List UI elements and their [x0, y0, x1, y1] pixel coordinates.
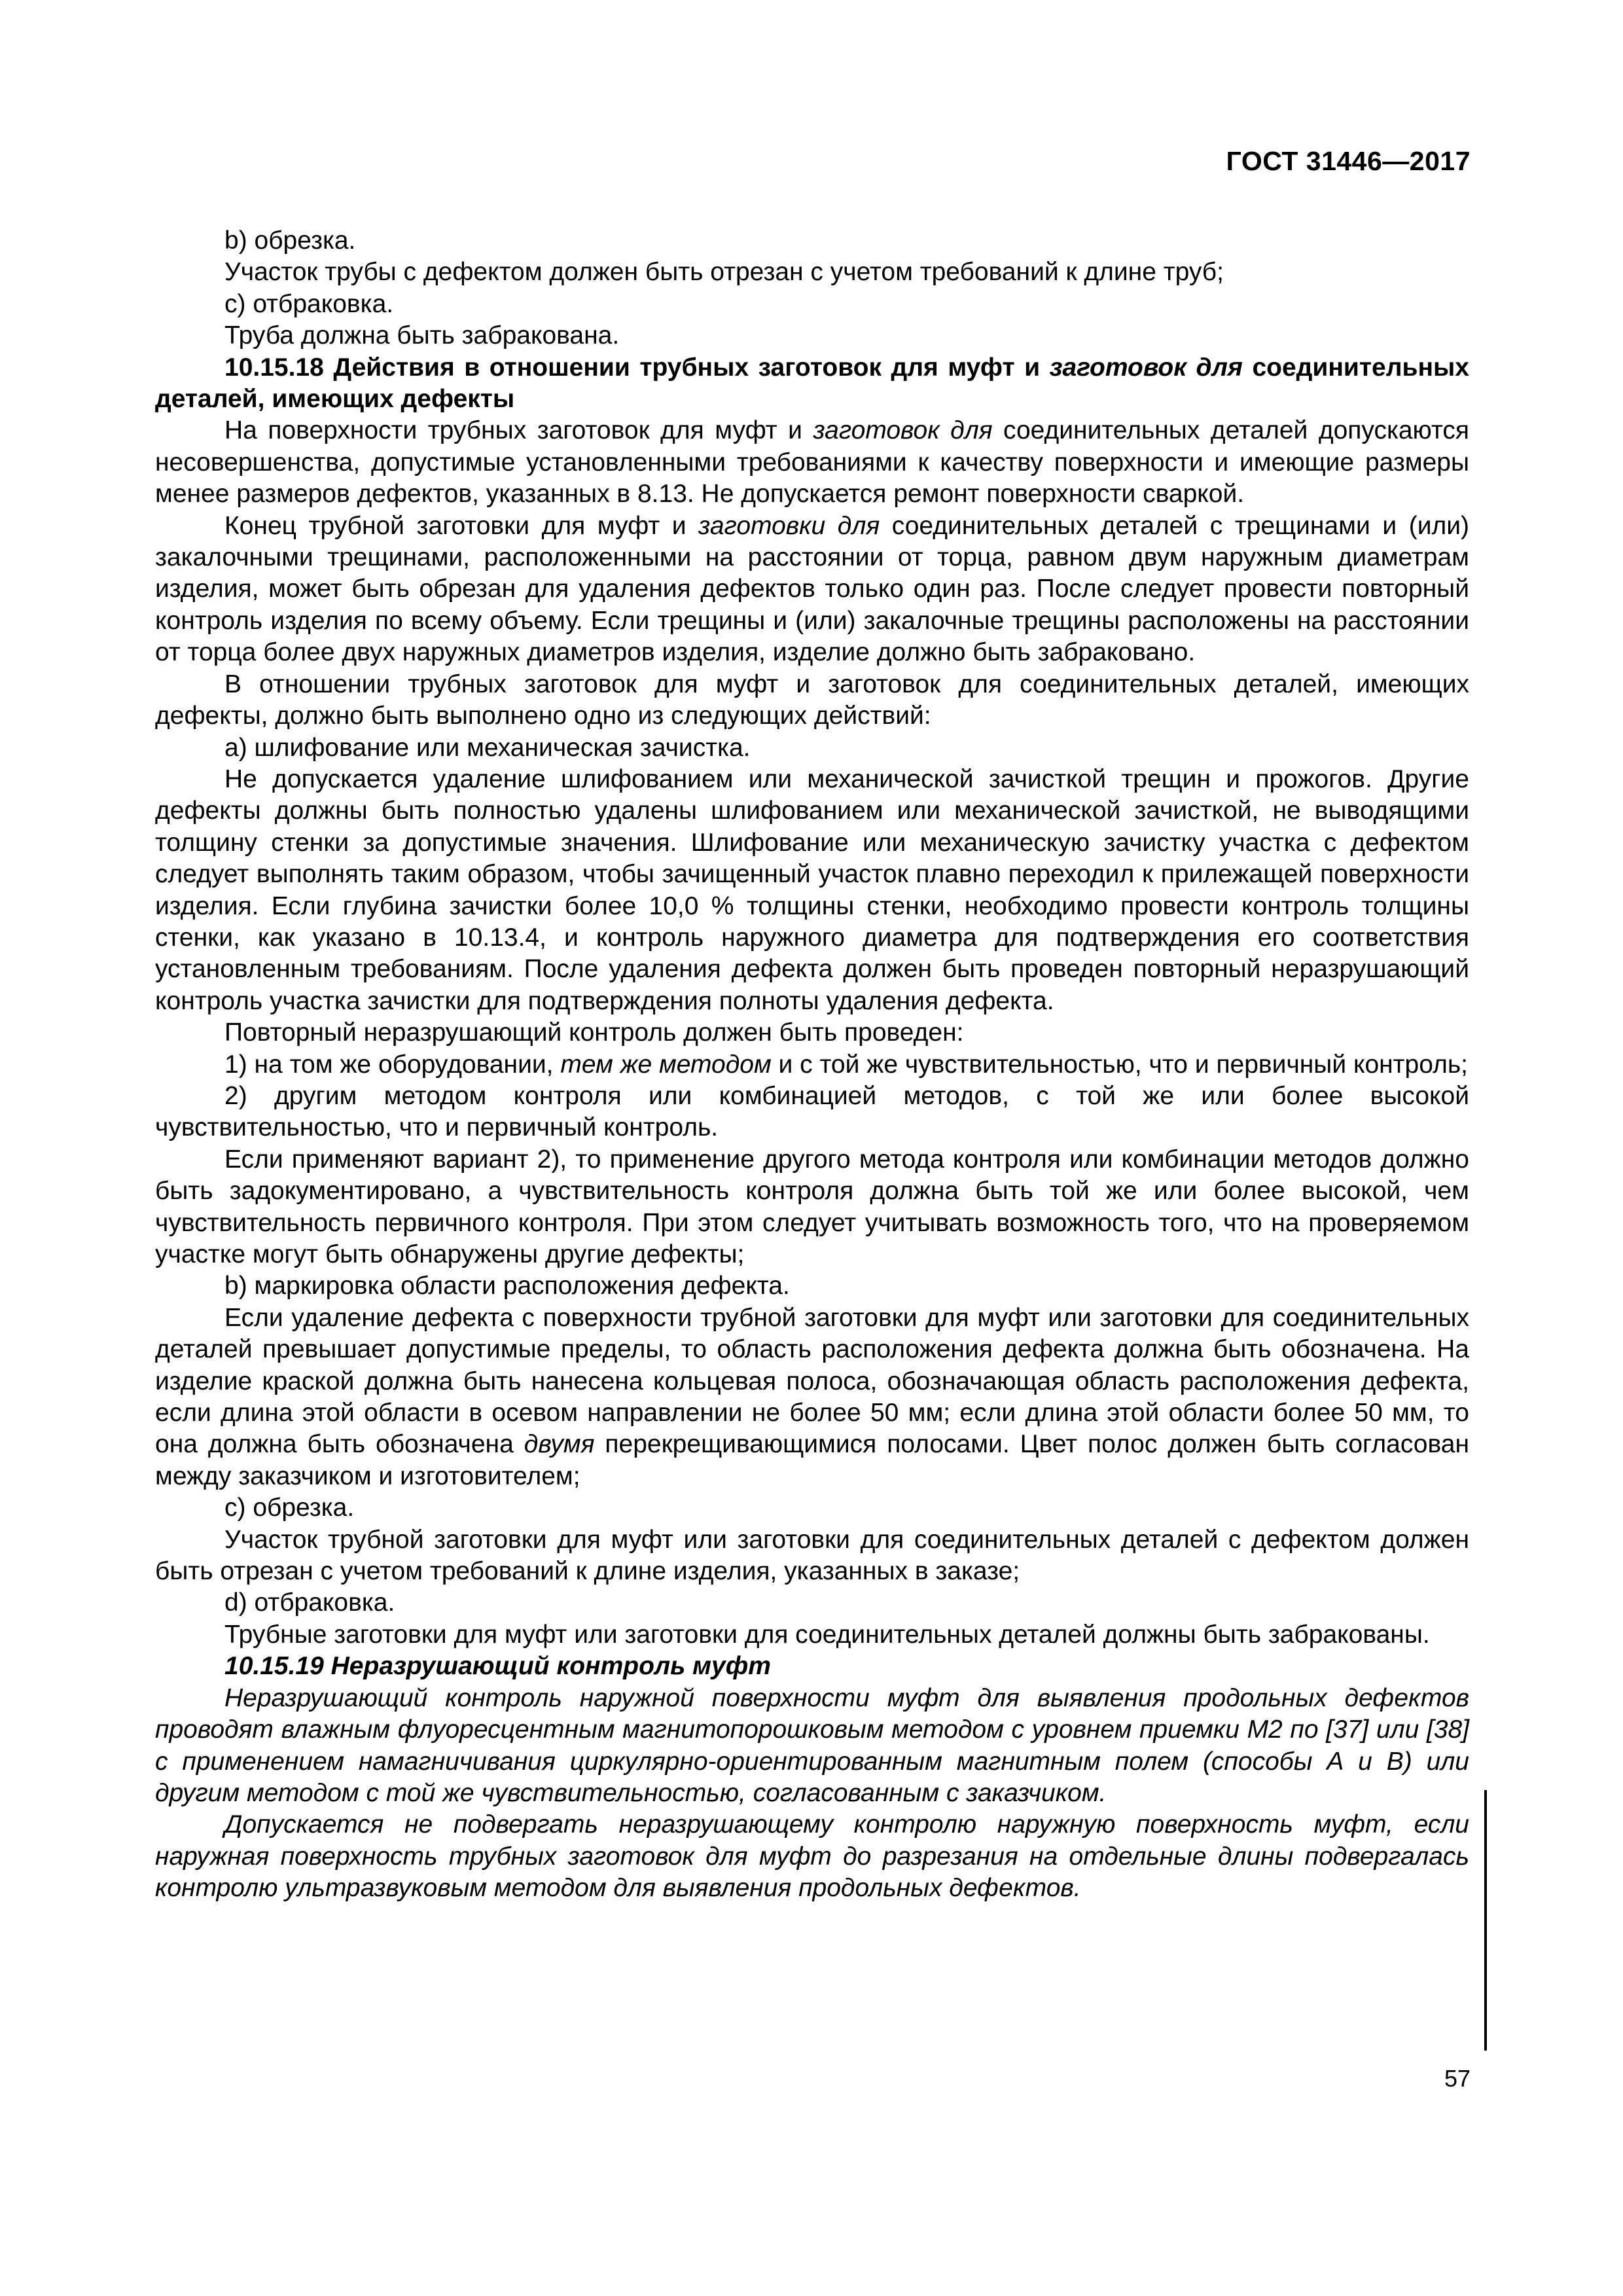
list-item-b: b) маркировка области расположения дефекта. — [224, 1272, 790, 1300]
paragraph: Конец трубной заготовки для муфт и заготовки для соединительных деталей с трещинами и (или) закалочными трещинами, расположенными на расстоянии от торца, равном двум наружным диаметрам изделия, может быть обрезан для удаления дефектов только один раз. После следует провести повторный контроль изделия по всему объему. Если трещины и (или) закалочные трещины расположены на расстоянии от торца более двух наружных диаметров изделия, изделие должно быть забраковано. — [155, 511, 1470, 667]
document-code: ГОСТ 31446—2017 — [1226, 146, 1471, 176]
list-item-2: 2) другим методом контроля или комбинацией методов, с той же или более высокой чувствительностью, что и первичный контроль. — [155, 1081, 1469, 1142]
paragraph: Повторный неразрушающий контроль должен быть проведен: — [224, 1018, 964, 1047]
paragraph: Участок трубной заготовки для муфт или заготовки для соединительных деталей с дефектом должен быть отрезан с учетом требований к длине изделия, указанных в заказе; — [155, 1525, 1469, 1586]
paragraph: В отношении трубных заготовок для муфт и заготовок для соединительных деталей, имеющих дефекты, должно быть выполнено одно из следующих действий: — [155, 670, 1469, 730]
list-item-c: c) обрезка. — [224, 1494, 355, 1522]
section-heading-10-15-19: 10.15.19 Неразрушающий контроль муфт — [224, 1652, 771, 1681]
page-body — [155, 225, 1469, 1905]
section-heading-10-15-18: 10.15.18 Действия в отношении трубных заготовок для муфт и заготовок для соединительных деталей, имеющих дефекты — [155, 353, 1469, 414]
list-item-1: 1) на том же оборудовании, тем же методом и с той же чувствительностью, что и первичный контроль; — [224, 1050, 1468, 1079]
list-item-c: c) отбраковка. — [224, 289, 394, 318]
paragraph: Неразрушающий контроль наружной поверхности муфт для выявления продольных дефектов проводят влажным флуоресцентным магнитопорошковым методом с уровнем приемки М2 по [37] или [38] с применением намагничивания циркулярно-ориентированным магнитным полем (способы А и В) или другим методом с той же чувствительностью, согласованным с заказчиком. — [155, 1683, 1469, 1807]
paragraph: Не допускается удаление шлифованием или механической зачисткой трещин и прожогов. Другие дефекты должны быть полностью удалены шлифованием или механической зачисткой, не выводящими толщину стенки за допустимые значения. Шлифование или механическую зачистку участка с дефектом следует выполнять таким образом, чтобы зачищенный участок плавно переходил к прилежащей поверхности изделия. Если глубина зачистки более 10,0 % толщины стенки, необходимо провести контроль толщины стенки, как указано в 10.13.4, и контроль наружного диаметра для подтверждения его соответствия установленным требованиям. После удаления дефекта должен быть проведен повторный неразрушающий контроль участка зачистки для подтверждения полноты удаления дефекта. — [155, 764, 1469, 1015]
paragraph: Труба должна быть забракована. — [224, 321, 620, 350]
paragraph: На поверхности трубных заготовок для муфт и заготовок для соединительных деталей допускаются несовершенства, допустимые установленными требованиями к качеству поверхности и имеющие размеры менее размеров дефектов, указанных в 8.13. Не допускается ремонт поверхности сваркой. — [155, 416, 1469, 509]
list-item-d: d) отбраковка. — [224, 1588, 395, 1617]
page-number: 57 — [1444, 2065, 1471, 2092]
paragraph: Участок трубы с дефектом должен быть отрезан с учетом требований к длине труб; — [224, 258, 1224, 287]
paragraph: Если применяют вариант 2), то применение другого метода контроля или комбинации методов должно быть задокументировано, а чувствительность контроля должна быть той же или более высокой, чем чувствительность первичного контроля. При этом следует учитывать возможность того, что на проверяемом участке могут быть обнаружены другие дефекты; — [155, 1145, 1469, 1268]
list-item-a: a) шлифование или механическая зачистка. — [224, 733, 751, 762]
list-item-b: b) обрезка. — [224, 226, 356, 255]
paragraph: Допускается не подвергать неразрушающему контролю наружную поверхность муфт, если наружная поверхность трубных заготовок для муфт до разрезания на отдельные длины подвергалась контролю ультразвуковым методом для выявления продольных дефектов. — [155, 1810, 1469, 1903]
paragraph: Если удаление дефекта с поверхности трубной заготовки для муфт или заготовки для соединительных деталей превышает допустимые пределы, то область расположения дефекта должна быть обозначена. На изделие краской должна быть нанесена кольцевая полоса, обозначающая область расположения дефекта, если длина этой области в осевом направлении не более 50 мм; если длина этой области более 50 мм, то она должна быть обозначена двумя перекрещивающимися полосами. Цвет полос должен быть согласован между заказчиком и изготовителем; — [155, 1303, 1469, 1490]
paragraph: Трубные заготовки для муфт или заготовки для соединительных деталей должны быть забракованы. — [224, 1620, 1430, 1649]
change-bar — [1484, 1790, 1487, 2051]
